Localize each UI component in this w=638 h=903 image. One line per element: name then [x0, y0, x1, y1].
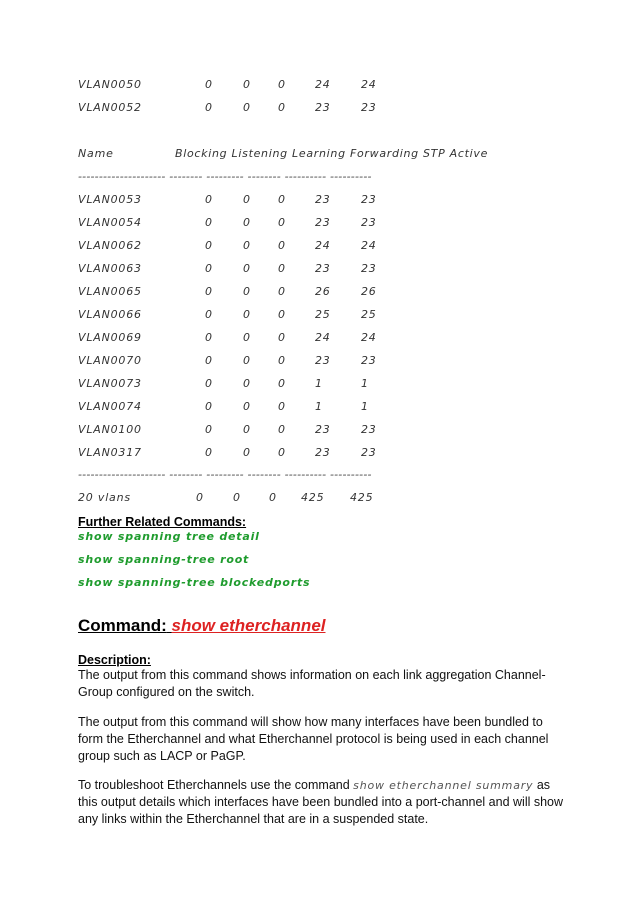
total-blocking: 0	[196, 491, 204, 504]
listening-value: 0	[243, 216, 251, 229]
stp-active-value: 26	[361, 285, 377, 298]
forwarding-value: 1	[315, 400, 323, 413]
blocking-value: 0	[205, 239, 213, 252]
forwarding-value: 24	[315, 239, 331, 252]
blocking-value: 0	[205, 101, 213, 114]
stp-active-value: 24	[361, 78, 377, 91]
learning-value: 0	[278, 193, 286, 206]
forwarding-value: 1	[315, 377, 323, 390]
table-header	[78, 147, 489, 163]
stp-active-value: 23	[361, 193, 377, 206]
learning-value: 0	[278, 400, 286, 413]
inline-command: show etherchannel summary	[353, 779, 534, 792]
total-listening: 0	[233, 491, 241, 504]
blocking-value: 0	[205, 308, 213, 321]
listening-value: 0	[243, 446, 251, 459]
blocking-value: 0	[205, 400, 213, 413]
listening-value: 0	[243, 262, 251, 275]
vlan-name: VLAN0317	[78, 446, 142, 459]
forwarding-value: 23	[315, 216, 331, 229]
listening-value: 0	[243, 239, 251, 252]
description-paragraph: The output from this command will show how many interfaces have been bundled to form the Etherchannel and what Etherchannel protocol is being used in each channel group such as LACP or PaGP.	[78, 715, 549, 763]
related-command: show spanning tree detail	[78, 530, 260, 543]
listening-value: 0	[243, 377, 251, 390]
blocking-value: 0	[205, 193, 213, 206]
listening-value: 0	[243, 285, 251, 298]
vlan-name: VLAN0052	[78, 101, 142, 114]
stp-active-value: 24	[361, 239, 377, 252]
learning-value: 0	[278, 331, 286, 344]
listening-value: 0	[243, 193, 251, 206]
learning-value: 0	[278, 354, 286, 367]
learning-value: 0	[278, 101, 286, 114]
learning-value: 0	[278, 285, 286, 298]
description-paragraph: The output from this command shows information on each link aggregation Channel-Group configured on the switch.	[78, 668, 546, 699]
stp-active-value: 23	[361, 262, 377, 275]
blocking-value: 0	[205, 423, 213, 436]
description-paragraph	[78, 777, 568, 828]
vlan-name: VLAN0069	[78, 331, 142, 344]
learning-value: 0	[278, 308, 286, 321]
stp-active-value: 23	[361, 446, 377, 459]
forwarding-value: 23	[315, 193, 331, 206]
divider: --------------------- -------- --------- -------- ---------- ----------	[78, 468, 372, 481]
blocking-value: 0	[205, 354, 213, 367]
listening-value: 0	[243, 308, 251, 321]
blocking-value: 0	[205, 377, 213, 390]
vlan-name: VLAN0070	[78, 354, 142, 367]
blocking-value: 0	[205, 78, 213, 91]
learning-value: 0	[278, 262, 286, 275]
vlan-name: VLAN0063	[78, 262, 142, 275]
learning-value: 0	[278, 78, 286, 91]
table-row	[78, 101, 377, 117]
header-columns: Blocking Listening Learning Forwarding STP Active	[175, 147, 489, 160]
forwarding-value: 24	[315, 331, 331, 344]
stp-active-value: 1	[361, 377, 369, 390]
learning-value: 0	[278, 216, 286, 229]
forwarding-value: 23	[315, 446, 331, 459]
paragraph-text: as this output details which interfaces have been bundled into a port-channel and will show any links within the Etherchannel that are in a suspended state.	[78, 778, 564, 826]
learning-value: 0	[278, 423, 286, 436]
forwarding-value: 23	[315, 262, 331, 275]
listening-value: 0	[243, 78, 251, 91]
divider: --------------------- -------- --------- -------- ---------- ----------	[78, 170, 372, 183]
stp-active-value: 25	[361, 308, 377, 321]
command-label: Command:	[78, 616, 167, 635]
listening-value: 0	[243, 101, 251, 114]
command-name: show etherchannel	[171, 616, 326, 635]
stp-active-value: 23	[361, 216, 377, 229]
total-row	[78, 491, 374, 507]
learning-value: 0	[278, 239, 286, 252]
listening-value: 0	[243, 354, 251, 367]
total-learning: 0	[269, 491, 277, 504]
related-command: show spanning-tree root	[78, 553, 250, 566]
stp-active-value: 24	[361, 331, 377, 344]
forwarding-value: 23	[315, 354, 331, 367]
forwarding-value: 24	[315, 78, 331, 91]
total-label: 20 vlans	[78, 491, 131, 504]
vlan-name: VLAN0054	[78, 216, 142, 229]
stp-active-value: 23	[361, 354, 377, 367]
forwarding-value: 23	[315, 423, 331, 436]
forwarding-value: 26	[315, 285, 331, 298]
vlan-name: VLAN0066	[78, 308, 142, 321]
learning-value: 0	[278, 377, 286, 390]
vlan-name: VLAN0053	[78, 193, 142, 206]
vlan-name: VLAN0073	[78, 377, 142, 390]
stp-active-value: 23	[361, 101, 377, 114]
table-row	[78, 78, 377, 94]
vlan-name: VLAN0062	[78, 239, 142, 252]
listening-value: 0	[243, 331, 251, 344]
paragraph-text: To troubleshoot Etherchannels use the command	[78, 778, 354, 792]
vlan-name: VLAN0065	[78, 285, 142, 298]
vlan-name: VLAN0074	[78, 400, 142, 413]
blocking-value: 0	[205, 331, 213, 344]
blocking-value: 0	[205, 285, 213, 298]
blocking-value: 0	[205, 262, 213, 275]
header-name: Name	[78, 147, 114, 160]
related-commands-heading: Further Related Commands:	[78, 515, 247, 529]
stp-active-value: 1	[361, 400, 369, 413]
blocking-value: 0	[205, 216, 213, 229]
description-heading: Description:	[78, 653, 151, 667]
stp-active-value: 23	[361, 423, 377, 436]
vlan-name: VLAN0050	[78, 78, 142, 91]
listening-value: 0	[243, 423, 251, 436]
blocking-value: 0	[205, 446, 213, 459]
total-forwarding: 425	[301, 491, 325, 504]
forwarding-value: 23	[315, 101, 331, 114]
total-stp-active: 425	[350, 491, 374, 504]
vlan-name: VLAN0100	[78, 423, 142, 436]
learning-value: 0	[278, 446, 286, 459]
command-heading	[78, 616, 326, 636]
related-command: show spanning-tree blockedports	[78, 576, 311, 589]
listening-value: 0	[243, 400, 251, 413]
forwarding-value: 25	[315, 308, 331, 321]
